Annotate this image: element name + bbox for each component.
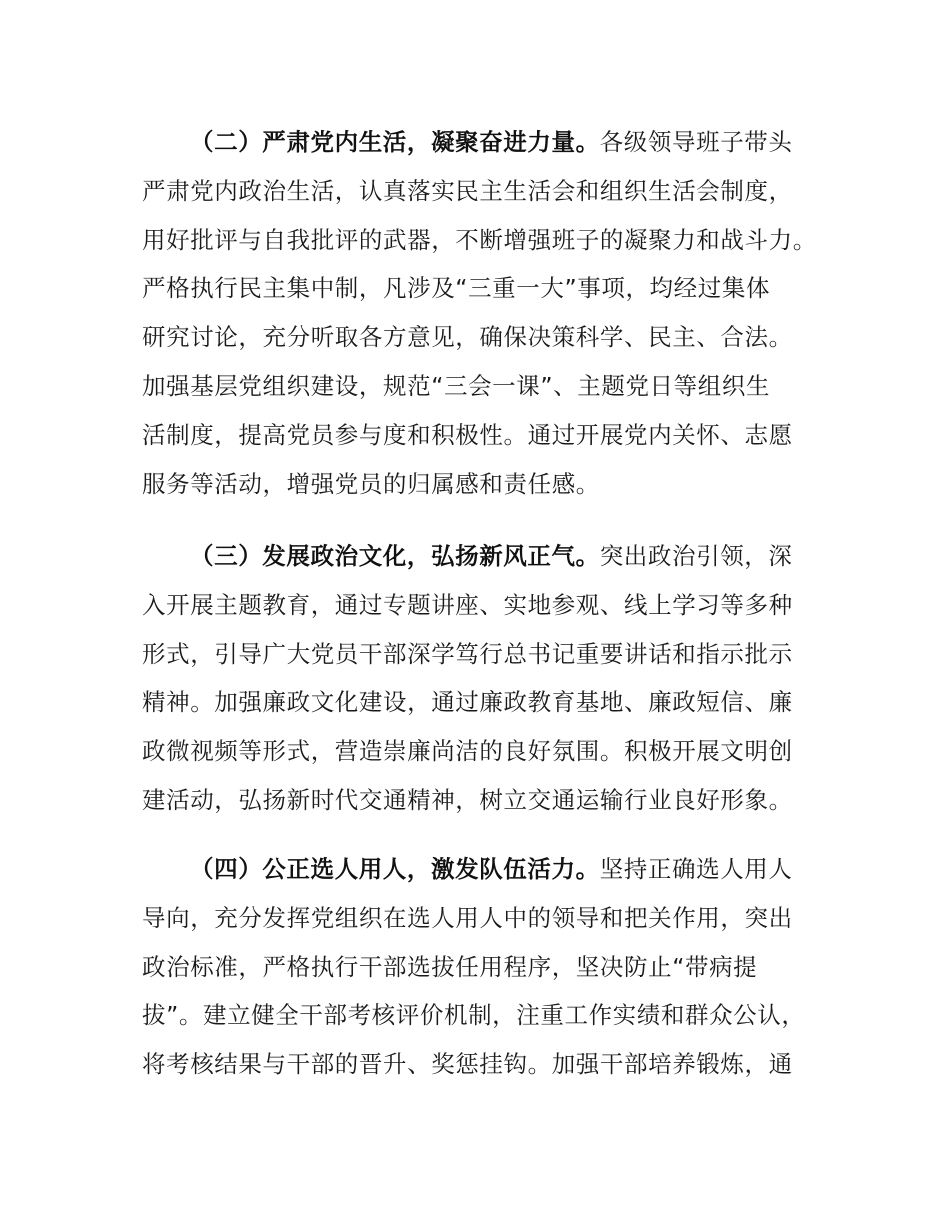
body-line: 加强基层党组织建设，规范“三会一课”、主题党日等组织生 xyxy=(142,371,771,400)
section-heading: （二）严肃党内生活，凝聚奋进力量。 xyxy=(190,128,600,156)
body-line: 活制度，提高党员参与度和积极性。通过开展党内关怀、志愿 xyxy=(142,420,793,449)
paragraph-first-line xyxy=(142,845,822,894)
body-line: 研究讨论，充分听取各方意见，确保决策科学、民主、合法。 xyxy=(142,323,793,352)
body-line: 服务等活动，增强党员的归属感和责任感。 xyxy=(142,469,600,498)
body-line: 严格执行民主集中制，凡涉及“三重一大”事项，均经过集体 xyxy=(142,274,771,303)
paragraph-first-line xyxy=(142,118,822,167)
body-line: 政治标准，严格执行干部选拔任用程序，坚决防止“带病提 xyxy=(142,952,758,981)
body-text: 突出政治引领，深 xyxy=(599,542,793,570)
body-line: 政微视频等形式，营造崇廉尚洁的良好氛围。积极开展文明创 xyxy=(142,737,793,766)
body-line: 严肃党内政治生活，认真落实民主生活会和组织生活会制度， xyxy=(142,176,793,205)
body-line: 入开展主题教育，通过专题讲座、实地参观、线上学习等多种 xyxy=(142,590,793,619)
body-text: 坚持正确选人用人 xyxy=(599,855,793,883)
paragraph-first-line xyxy=(142,532,822,581)
paragraph-cadre-selection xyxy=(142,845,822,1089)
section-heading: （四）公正选人用人，激发队伍活力。 xyxy=(190,855,600,883)
body-line: 拔”。建立健全干部考核评价机制，注重工作实绩和群众公认， xyxy=(142,1001,806,1030)
body-line: 将考核结果与干部的晋升、奖惩挂钩。加强干部培养锻炼，通 xyxy=(142,1050,793,1079)
section-heading: （三）发展政治文化，弘扬新风正气。 xyxy=(190,542,600,570)
paragraph-political-culture xyxy=(142,532,822,825)
body-text: 各级领导班子带头 xyxy=(599,128,793,156)
body-line: 导向，充分发挥党组织在选人用人中的领导和把关作用，突出 xyxy=(142,903,793,932)
body-line: 形式，引导广大党员干部深学笃行总书记重要讲话和指示批示 xyxy=(142,639,793,668)
body-line: 用好批评与自我批评的武器，不断增强班子的凝聚力和战斗力。 xyxy=(142,225,817,254)
body-line: 精神。加强廉政文化建设，通过廉政教育基地、廉政短信、廉 xyxy=(142,688,793,717)
body-line: 建活动，弘扬新时代交通精神，树立交通运输行业良好形象。 xyxy=(142,785,793,814)
paragraph-party-life xyxy=(142,118,822,508)
